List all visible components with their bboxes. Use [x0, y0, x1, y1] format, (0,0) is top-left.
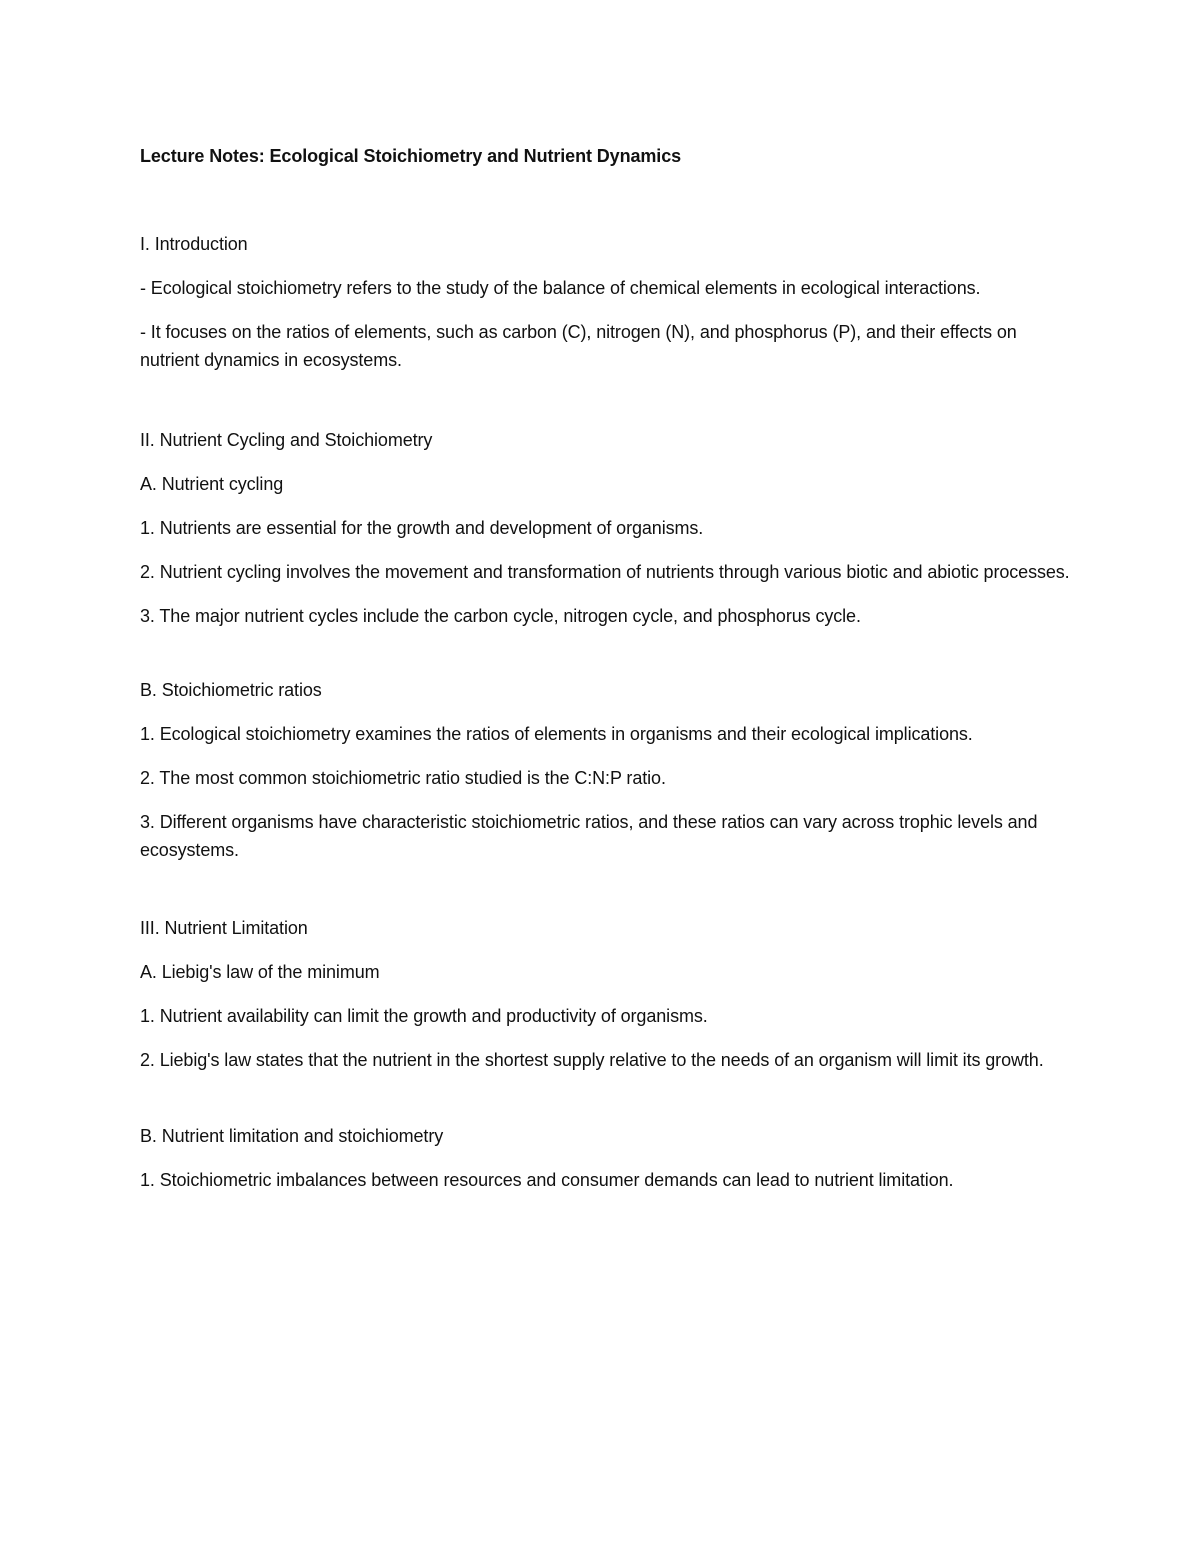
list-item: 2. The most common stoichiometric ratio studied is the C:N:P ratio. — [140, 768, 666, 788]
list-item: 1. Nutrients are essential for the growth and development of organisms. — [140, 518, 704, 538]
document-content — [140, 143, 1070, 1194]
list-item: 2. Nutrient cycling involves the movement and transformation of nutrients through various biotic and abiotic processes. — [140, 562, 1070, 582]
subsection-heading-nutrient-limitation-stoichiometry: B. Nutrient limitation and stoichiometry — [140, 1126, 444, 1146]
section-heading-nutrient-cycling-stoichiometry: II. Nutrient Cycling and Stoichiometry — [140, 430, 433, 450]
document-title: Lecture Notes: Ecological Stoichiometry and Nutrient Dynamics — [140, 146, 682, 166]
list-item: 1. Nutrient availability can limit the growth and productivity of organisms. — [140, 1006, 708, 1026]
section-heading-nutrient-limitation: III. Nutrient Limitation — [140, 918, 308, 938]
list-item: 1. Stoichiometric imbalances between resources and consumer demands can lead to nutrient limitation. — [140, 1170, 954, 1190]
section-heading-introduction: I. Introduction — [140, 234, 248, 254]
list-item: - It focuses on the ratios of elements, such as carbon (C), nitrogen (N), and phosphorus (P), and their effects on nutrient dynamics in ecosystems. — [140, 322, 1017, 370]
subsection-heading-liebigs-law: A. Liebig's law of the minimum — [140, 962, 380, 982]
list-item: - Ecological stoichiometry refers to the study of the balance of chemical elements in ecological interactions. — [140, 278, 981, 298]
list-item: 3. The major nutrient cycles include the carbon cycle, nitrogen cycle, and phosphorus cycle. — [140, 606, 861, 626]
list-item: 2. Liebig's law states that the nutrient in the shortest supply relative to the needs of an organism will limit its growth. — [140, 1050, 1044, 1070]
subsection-heading-nutrient-cycling: A. Nutrient cycling — [140, 474, 284, 494]
subsection-heading-stoichiometric-ratios: B. Stoichiometric ratios — [140, 680, 322, 700]
list-item: 1. Ecological stoichiometry examines the ratios of elements in organisms and their ecological implications. — [140, 724, 973, 744]
list-item: 3. Different organisms have characteristic stoichiometric ratios, and these ratios can vary across trophic levels and ecosystems. — [140, 812, 1038, 860]
